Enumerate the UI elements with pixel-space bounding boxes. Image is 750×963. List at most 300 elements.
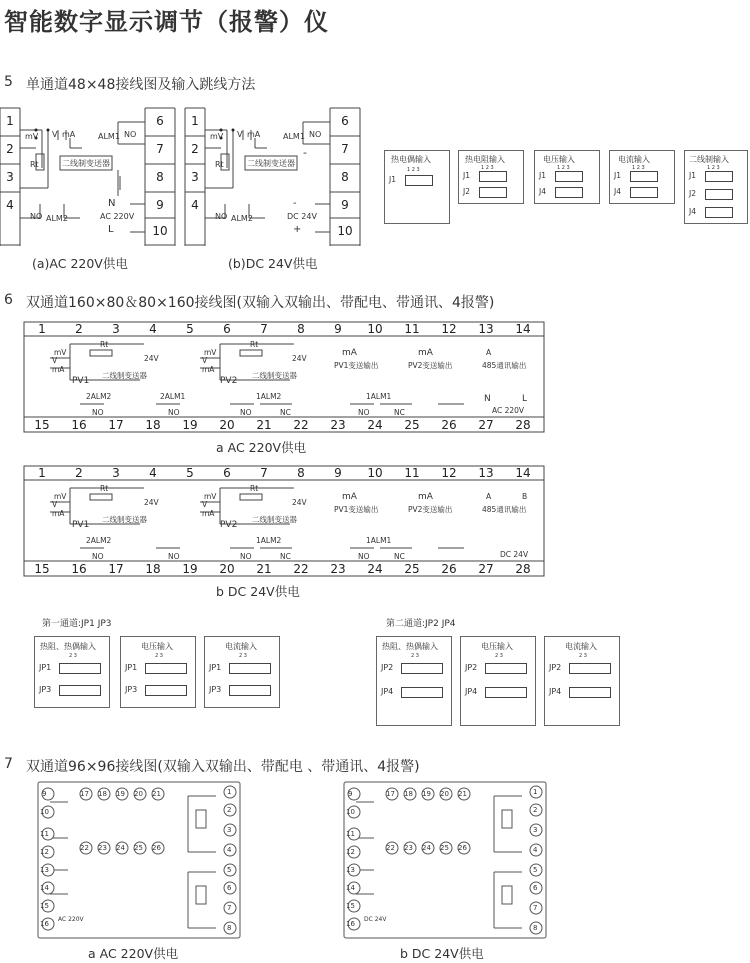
jp-title: 电压输入 [141, 642, 173, 651]
label-nc: NC [280, 552, 291, 561]
t12: 12 [40, 848, 49, 856]
terminal-8: 8 [341, 170, 349, 184]
t21: 21 [152, 790, 161, 798]
t18: 18 [404, 790, 413, 798]
terminal-2: 2 [75, 466, 83, 480]
jp-title: 电压输入 [481, 642, 513, 651]
terminal-26: 26 [441, 418, 457, 432]
jp-pins [59, 663, 101, 674]
label-rt: Rt [100, 484, 109, 493]
jp-pins [401, 687, 443, 698]
terminal-1: 1 [6, 114, 14, 128]
t8: 8 [227, 924, 232, 932]
label-ac: AC 220V [492, 406, 525, 415]
jumper-pins [705, 189, 733, 200]
terminal-10: 10 [337, 224, 353, 238]
terminal-14: 14 [515, 322, 531, 336]
label-no-1: NO [309, 130, 322, 139]
label-alm2: ALM2 [231, 214, 253, 223]
label-n: N [108, 198, 116, 209]
label-alm1: 1ALM1 [366, 536, 392, 545]
terminal-8: 8 [297, 322, 305, 336]
label-mv: mV [54, 492, 67, 501]
caption-5a: (a)AC 220V供电 [32, 256, 128, 271]
label-ma: mA [247, 130, 261, 139]
jp-title: 电流输入 [565, 642, 597, 651]
jumper-pins [555, 187, 583, 198]
caption-7a: a AC 220V供电 [88, 946, 179, 961]
jp-panel-2-rtd [376, 636, 452, 726]
terminal-25: 25 [404, 562, 420, 576]
t5: 5 [227, 866, 232, 874]
t26: 26 [152, 844, 161, 852]
label-ma: mA [342, 492, 357, 502]
t20: 20 [440, 790, 449, 798]
label-no: NO [240, 552, 252, 561]
label-plus: + [293, 224, 302, 235]
pin-numbers: 1 2 3 [632, 165, 645, 171]
terminal-2: 2 [75, 322, 83, 336]
label-mv: mV [54, 348, 67, 357]
label-n: N [484, 394, 491, 404]
label-nc: NC [394, 408, 405, 417]
terminal-5: 5 [186, 322, 194, 336]
t17: 17 [80, 790, 89, 798]
jumper-panel-rtd [458, 150, 524, 204]
channel-1-label: 第一通道:JP1 JP3 [42, 619, 112, 629]
label-pv1out: PV1变送输出 [334, 505, 379, 514]
section-6-number: 6 [4, 292, 13, 308]
terminal-9: 9 [334, 322, 342, 336]
t20: 20 [134, 790, 143, 798]
row-label: JP3 [39, 685, 52, 694]
label-minus-2: - [293, 198, 297, 209]
label-ma: mA [52, 509, 65, 518]
t13: 13 [40, 866, 49, 874]
jp-pins [569, 687, 611, 698]
terminal-10: 10 [367, 466, 383, 480]
t14: 14 [40, 884, 49, 892]
jp-pins [145, 685, 187, 696]
label-comm: 485通讯输出 [482, 505, 527, 514]
terminal-4: 4 [6, 198, 14, 212]
jumper-pins [479, 171, 507, 182]
terminal-17: 17 [108, 562, 124, 576]
t10: 10 [346, 808, 355, 816]
jumper-pins [630, 171, 658, 182]
jumper-panel-tc [384, 150, 450, 224]
row-label: J1 [539, 171, 546, 180]
label-pv1out: PV1变送输出 [334, 361, 379, 370]
label-alm2: 2ALM2 [86, 392, 112, 401]
row-label: J2 [689, 189, 696, 198]
terminal-20: 20 [219, 562, 235, 576]
jp-pins [59, 685, 101, 696]
jumper-pins [405, 175, 433, 186]
t6: 6 [533, 884, 538, 892]
terminal-4: 4 [149, 322, 157, 336]
terminal-7: 7 [341, 142, 349, 156]
terminal-19: 19 [182, 418, 198, 432]
t14: 14 [346, 884, 355, 892]
label-v: V [52, 356, 58, 365]
label-no-2: NO [30, 212, 43, 221]
jumper-title: 电压输入 [543, 155, 575, 164]
label-rt: Rt [100, 340, 109, 349]
terminal-9: 9 [156, 198, 164, 212]
terminal-9: 9 [341, 198, 349, 212]
terminal-12: 12 [441, 466, 457, 480]
label-ma: mA [202, 509, 215, 518]
pin-numbers: 1 2 3 [481, 165, 494, 171]
terminal-23: 23 [330, 562, 346, 576]
diagram-160-dc [24, 466, 544, 576]
t5: 5 [533, 866, 538, 874]
label-v: V [237, 130, 243, 139]
terminal-24: 24 [367, 418, 383, 432]
terminal-21: 21 [256, 562, 272, 576]
label-b: B [522, 492, 528, 501]
label-mv: mV [210, 132, 224, 141]
label-nc: NC [280, 408, 291, 417]
jp-pins [229, 685, 271, 696]
t3: 3 [533, 826, 538, 834]
t22: 22 [80, 844, 89, 852]
t3: 3 [227, 826, 232, 834]
row-label: JP4 [465, 687, 478, 696]
label-xmtr: 二线制变送器 [252, 371, 297, 380]
row-label: JP3 [209, 685, 222, 694]
t18: 18 [98, 790, 107, 798]
terminal-17: 17 [108, 418, 124, 432]
jumper-title: 热电阻输入 [465, 155, 505, 164]
terminal-7: 7 [260, 322, 268, 336]
label-xmtr: 二线制变送器 [102, 371, 147, 380]
page-title: 智能数字显示调节（报警）仪 [4, 8, 329, 36]
jumper-panel-voltage [534, 150, 600, 204]
t17: 17 [386, 790, 395, 798]
label-a: A [486, 492, 492, 501]
terminal-27: 27 [478, 418, 494, 432]
terminal-9: 9 [334, 466, 342, 480]
terminal-28: 28 [515, 562, 531, 576]
label-ma: mA [418, 492, 433, 502]
label-no: NO [92, 408, 104, 417]
terminal-13: 13 [478, 466, 494, 480]
t12: 12 [346, 848, 355, 856]
terminal-6: 6 [223, 466, 231, 480]
label-l: L [108, 224, 114, 235]
terminal-22: 22 [293, 562, 309, 576]
row-label: J1 [463, 171, 470, 180]
t16: 16 [40, 920, 49, 928]
t10: 10 [40, 808, 49, 816]
row-label: J4 [689, 207, 696, 216]
label-24v: 24V [292, 498, 307, 507]
label-xmtr: 二线制变送器 [252, 515, 297, 524]
diagram-96-ac [38, 782, 240, 938]
label-no: NO [240, 408, 252, 417]
label-v: V [52, 500, 58, 509]
label-rt: Rt [215, 160, 224, 169]
jp-pins [145, 663, 187, 674]
label-mv: mV [204, 492, 217, 501]
t2: 2 [533, 806, 538, 814]
jumper-pins [555, 171, 583, 182]
terminal-3: 3 [6, 170, 14, 184]
row-label: JP4 [549, 687, 562, 696]
terminal-15: 15 [34, 562, 50, 576]
terminal-23: 23 [330, 418, 346, 432]
label-alm1b: 2ALM1 [160, 392, 186, 401]
label-dc: DC 24V [287, 212, 317, 221]
label-mv: mV [204, 348, 217, 357]
terminal-10: 10 [152, 224, 168, 238]
label-alm1: ALM1 [98, 132, 120, 141]
label-alm2b: 1ALM2 [256, 392, 282, 401]
label-v: V [202, 500, 208, 509]
jumper-pins [630, 187, 658, 198]
row-label: JP3 [125, 685, 138, 694]
t16: 16 [346, 920, 355, 928]
terminal-14: 14 [515, 466, 531, 480]
pin-numbers: 1 2 3 [407, 167, 420, 173]
label-ma: mA [202, 365, 215, 374]
caption-6a: a AC 220V供电 [216, 440, 307, 455]
label-alm1: ALM1 [283, 132, 305, 141]
label-l: L [522, 394, 528, 404]
row-label: J4 [614, 187, 621, 196]
pin-numbers: 2 3 [69, 653, 77, 659]
jp-panel-1-rtd [34, 636, 110, 708]
label-no: NO [168, 408, 180, 417]
terminal-3: 3 [191, 170, 199, 184]
pin-numbers: 2 3 [579, 653, 587, 659]
terminal-3: 3 [112, 466, 120, 480]
terminal-20: 20 [219, 418, 235, 432]
pin-numbers: 2 3 [155, 653, 163, 659]
t1: 1 [227, 788, 232, 796]
label-rt: Rt [250, 340, 259, 349]
label-24v: 24V [144, 498, 159, 507]
terminal-1: 1 [38, 322, 46, 336]
t24: 24 [116, 844, 125, 852]
label-xmtr: 二线制变送器 [62, 159, 110, 168]
terminal-2: 2 [6, 142, 14, 156]
diagram-48-dc [185, 108, 361, 246]
label-nc: NC [394, 552, 405, 561]
label-rt: Rt [250, 484, 259, 493]
t24: 24 [422, 844, 431, 852]
terminal-7: 7 [156, 142, 164, 156]
terminal-18: 18 [145, 562, 161, 576]
terminal-13: 13 [478, 322, 494, 336]
terminal-16: 16 [71, 418, 87, 432]
row-label: J1 [689, 171, 696, 180]
terminal-8: 8 [156, 170, 164, 184]
t4: 4 [533, 846, 538, 854]
caption-7b: b DC 24V供电 [400, 946, 484, 961]
label-no: NO [92, 552, 104, 561]
jp-title: 热阻、热偶输入 [40, 642, 96, 651]
label-no: NO [358, 552, 370, 561]
label-pv2out: PV2变送输出 [408, 361, 453, 370]
label-comm: 485通讯输出 [482, 361, 527, 370]
jp-panel-1-voltage [120, 636, 196, 708]
jp-panel-2-voltage [460, 636, 536, 726]
t7: 7 [533, 904, 538, 912]
terminal-22: 22 [293, 418, 309, 432]
label-24v: 24V [292, 354, 307, 363]
row-label: JP2 [465, 663, 478, 672]
terminal-27: 27 [478, 562, 494, 576]
terminal-11: 11 [404, 466, 420, 480]
label-v: V [202, 356, 208, 365]
terminal-6: 6 [156, 114, 164, 128]
diagram-48-ac [0, 108, 176, 246]
label-pv1: PV1 [72, 376, 90, 386]
label-ma: mA [52, 365, 65, 374]
label-pv2out: PV2变送输出 [408, 505, 453, 514]
jumper-title: 热电偶输入 [391, 155, 431, 164]
jp-panel-1-current [204, 636, 280, 708]
t6: 6 [227, 884, 232, 892]
label-pv1: PV1 [72, 520, 90, 530]
terminal-21: 21 [256, 418, 272, 432]
jp-title: 热阻、热偶输入 [382, 642, 438, 651]
terminal-4: 4 [191, 198, 199, 212]
t9: 9 [42, 790, 47, 798]
pin-numbers: 2 3 [239, 653, 247, 659]
label-alm2: 2ALM2 [86, 536, 112, 545]
diagram-96-dc [344, 782, 546, 938]
t25: 25 [440, 844, 449, 852]
jumper-title: 二线制输入 [689, 155, 729, 164]
diagram-160-ac [24, 322, 544, 432]
jp-pins [485, 663, 527, 674]
terminal-4: 4 [149, 466, 157, 480]
t19: 19 [116, 790, 125, 798]
terminal-25: 25 [404, 418, 420, 432]
row-label: J1 [614, 171, 621, 180]
t2: 2 [227, 806, 232, 814]
terminal-16: 16 [71, 562, 87, 576]
pin-numbers: 1 2 3 [707, 165, 720, 171]
t15: 15 [40, 902, 49, 910]
label-alm1: 1ALM1 [366, 392, 392, 401]
t11: 11 [346, 830, 355, 838]
jp-pins [569, 663, 611, 674]
row-label: JP2 [549, 663, 562, 672]
terminal-8: 8 [297, 466, 305, 480]
jp-panel-2-current [544, 636, 620, 726]
label-minus: - [303, 146, 307, 159]
jp-pins [401, 663, 443, 674]
jumper-pins [479, 187, 507, 198]
t21: 21 [458, 790, 467, 798]
pin-numbers: 2 3 [495, 653, 503, 659]
label-dc: DC 24V [500, 550, 529, 559]
channel-2-label: 第二通道:JP2 JP4 [386, 619, 456, 629]
label-ma: mA [418, 348, 433, 358]
row-label: J4 [539, 187, 546, 196]
terminal-26: 26 [441, 562, 457, 576]
terminal-19: 19 [182, 562, 198, 576]
caption-6b: b DC 24V供电 [216, 584, 300, 599]
t19: 19 [422, 790, 431, 798]
label-no-2: NO [215, 212, 228, 221]
section-5-heading: 单通道48×48接线图及输入跳线方法 [26, 77, 256, 93]
jp-pins [229, 663, 271, 674]
caption-5b: (b)DC 24V供电 [228, 256, 318, 271]
t22: 22 [386, 844, 395, 852]
label-24v: 24V [144, 354, 159, 363]
label-ac: AC 220V [100, 212, 135, 221]
row-label: JP1 [39, 663, 52, 672]
terminal-1: 1 [191, 114, 199, 128]
jumper-title: 电流输入 [618, 155, 650, 164]
t13: 13 [346, 866, 355, 874]
t8: 8 [533, 924, 538, 932]
label-no: NO [168, 552, 180, 561]
section-5-number: 5 [4, 74, 13, 90]
t23: 23 [404, 844, 413, 852]
section-6-heading: 双通道160×80＆80×160接线图(双输入双输出、带配电、带通讯、4报警) [26, 295, 495, 311]
jumper-pins [705, 207, 733, 218]
label-alm2: ALM2 [46, 214, 68, 223]
pin-numbers: 1 2 3 [557, 165, 570, 171]
section-7-heading: 双通道96×96接线图(双输入双输出、带配电 、带通讯、4报警) [26, 759, 420, 775]
jp-title: 电流输入 [225, 642, 257, 651]
terminal-3: 3 [112, 322, 120, 336]
jumper-panel-2wire [684, 150, 748, 224]
label-pv2: PV2 [220, 376, 238, 386]
label-alm2b: 1ALM2 [256, 536, 282, 545]
label-xmtr: 二线制变送器 [247, 159, 295, 168]
t26: 26 [458, 844, 467, 852]
terminal-11: 11 [404, 322, 420, 336]
label-ma: mA [342, 348, 357, 358]
t25: 25 [134, 844, 143, 852]
terminal-6: 6 [341, 114, 349, 128]
label-mv: mV [25, 132, 39, 141]
terminal-15: 15 [34, 418, 50, 432]
label-a: A [486, 348, 492, 357]
section-7-number: 7 [4, 756, 13, 772]
label-xmtr: 二线制变送器 [102, 515, 147, 524]
terminal-7: 7 [260, 466, 268, 480]
label-ma: mA [62, 130, 76, 139]
terminal-18: 18 [145, 418, 161, 432]
t11: 11 [40, 830, 49, 838]
terminal-24: 24 [367, 562, 383, 576]
terminal-2: 2 [191, 142, 199, 156]
t7: 7 [227, 904, 232, 912]
row-label: JP4 [381, 687, 394, 696]
jumper-panel-current [609, 150, 675, 204]
terminal-6: 6 [223, 322, 231, 336]
terminal-12: 12 [441, 322, 457, 336]
row-label: JP1 [125, 663, 138, 672]
terminal-10: 10 [367, 322, 383, 336]
t4: 4 [227, 846, 232, 854]
label-ac: AC 220V [58, 916, 84, 923]
label-v: V [52, 130, 58, 139]
label-pv2: PV2 [220, 520, 238, 530]
row-label: JP1 [209, 663, 222, 672]
row-label: J2 [463, 187, 470, 196]
label-no-1: NO [124, 130, 137, 139]
